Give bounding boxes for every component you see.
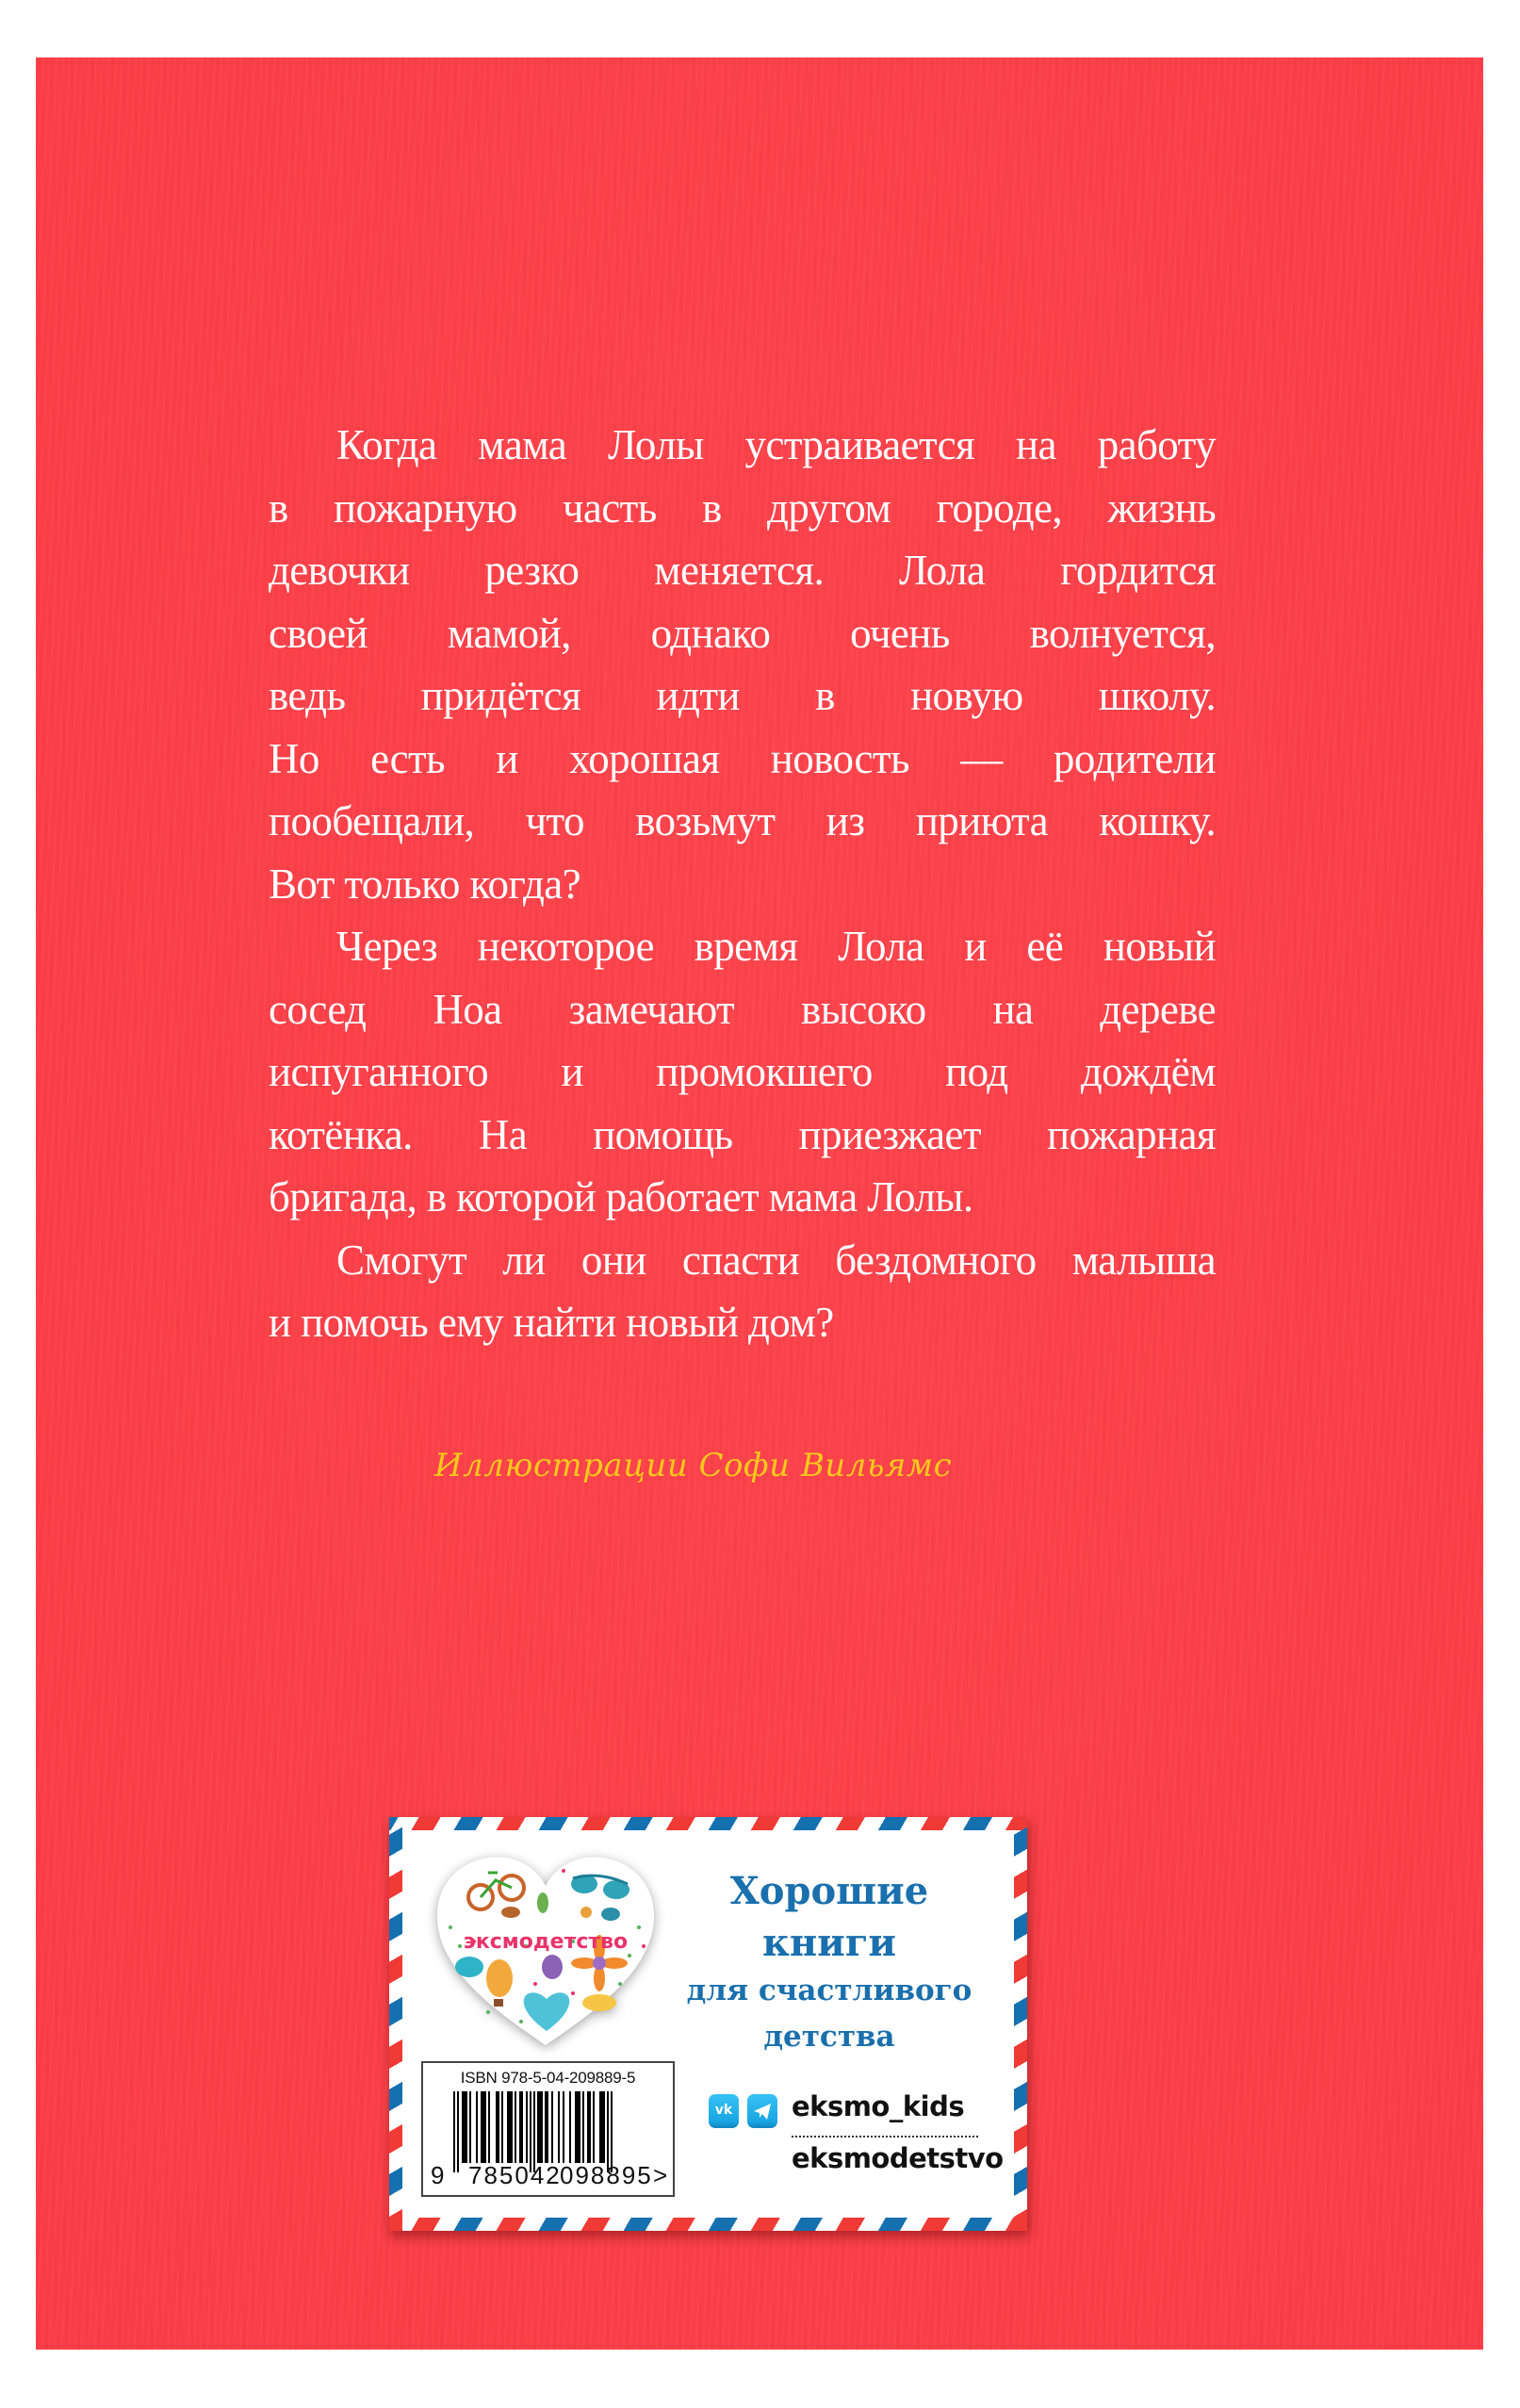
illustrator-credit: Иллюстрации Софи Вильямс — [434, 1447, 953, 1484]
social-links — [709, 2090, 1004, 2198]
ean-first-digit: 9 — [431, 2161, 445, 2189]
blurb-line: Но есть и хорошая новость — родители — [269, 734, 1216, 782]
slogan-line: детства — [763, 2020, 895, 2054]
barcode-icon — [453, 2091, 649, 2169]
airmail-stripe-left — [389, 1817, 402, 2231]
publisher-logo — [432, 1852, 660, 2050]
blurb-line: Вот только когда? — [269, 860, 581, 908]
airmail-stripe-right — [1014, 1817, 1027, 2231]
blurb-line: Смогут ли они спасти бездомного малыша — [336, 1236, 1216, 1284]
blurb-line: котёнка. На помощь приезжает пожарная — [269, 1110, 1216, 1158]
blurb-line: сосед Ноа замечают высоко на дереве — [269, 985, 1216, 1033]
blurb-line: Когда мама Лолы устраивается на работу — [336, 421, 1216, 468]
blurb-line: бригада, в которой работает мама Лолы. — [269, 1173, 973, 1220]
paper-plane-icon — [747, 2094, 777, 2128]
vk-icon[interactable]: vk — [709, 2094, 739, 2128]
blurb-line: девочки резко меняется. Лола гордится — [269, 547, 1216, 594]
airmail-label — [389, 1817, 1027, 2231]
slogan-line: Хорошие — [729, 1869, 929, 1913]
blurb-line: ведь придётся идти в новую школу. — [269, 672, 1216, 719]
social-handle-eksmodetstvo[interactable]: eksmodetstvo — [792, 2142, 1004, 2174]
blurb-line: и помочь ему найти новый дом? — [269, 1299, 834, 1346]
blurb-line: испуганного и промокшего под дождём — [269, 1048, 1216, 1095]
isbn-number: ISBN 978-5-04-209889-5 — [460, 2069, 636, 2087]
airmail-stripe-top — [389, 1817, 1027, 1830]
dotted-divider — [792, 2136, 978, 2138]
slogan-line: книги — [761, 1921, 896, 1965]
ean-group-2: 098895 — [560, 2161, 653, 2189]
blurb-line: пообещали, что возьмут из приюта кошку. — [269, 797, 1216, 844]
slogan-line: для счастливого — [686, 1974, 972, 2007]
blurb-line: в пожарную часть в другом городе, жизнь — [269, 483, 1216, 532]
airmail-stripe-bottom — [389, 2218, 1027, 2231]
social-handle-eksmo-kids[interactable]: eksmo_kids — [792, 2090, 965, 2122]
ean-quiet-zone-arrow: > — [653, 2161, 668, 2189]
blurb-line: Через некоторое время Лола и её новый — [336, 923, 1216, 970]
publisher-logo-text: эксмодетство — [463, 1930, 629, 1954]
ean-group-1: 785042 — [468, 2161, 562, 2189]
blurb-text — [269, 414, 1216, 1354]
blurb-line: своей мамой, однако очень волнуется, — [269, 609, 1216, 657]
publisher-slogan — [669, 1864, 989, 2060]
isbn-barcode-box — [421, 2061, 675, 2197]
telegram-icon[interactable] — [747, 2094, 777, 2128]
